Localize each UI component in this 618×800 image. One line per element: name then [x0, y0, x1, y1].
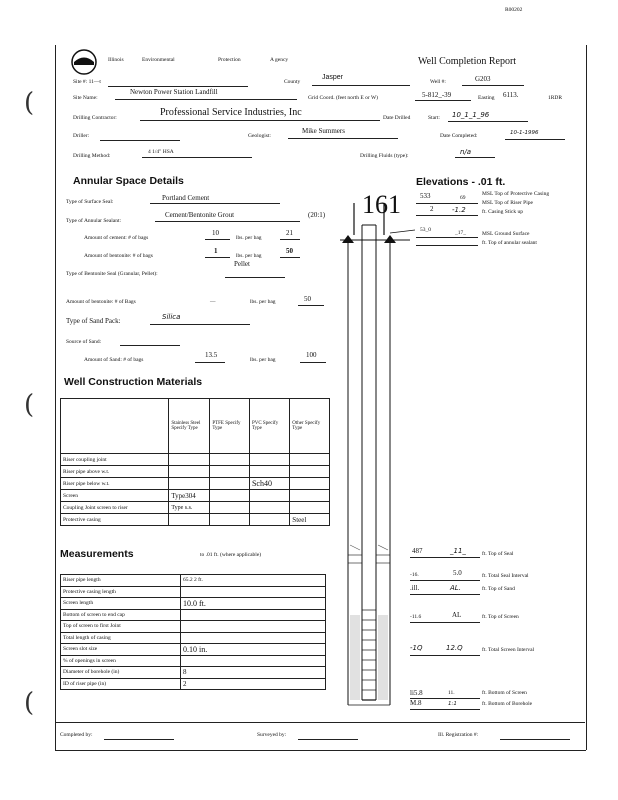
measurement-value: 10.0 ft.	[181, 598, 326, 610]
start-label: Start:	[428, 115, 440, 121]
materials-row	[61, 502, 330, 514]
depth-value: -1Q	[410, 644, 423, 652]
northing-label: 1RDR	[548, 95, 563, 101]
measurement-value: 65.2 2 ft.	[181, 575, 326, 587]
agency-logo	[70, 48, 98, 76]
annular-row-unit-value: 50	[286, 247, 293, 255]
annular-row-label: Type of Annular Sealant:	[66, 218, 122, 224]
well-label: Well #:	[430, 79, 446, 85]
agency-word-2: Environmental	[142, 57, 175, 63]
annular-row-value: 13.5	[205, 351, 218, 359]
method-value: 4 1/4" HSA	[148, 149, 174, 155]
measurement-label: Screen slot size	[61, 644, 181, 656]
annular-row-value: 1	[214, 247, 218, 255]
materials-cell	[290, 490, 330, 502]
annular-row-extra: (20:1)	[308, 211, 326, 219]
depth-label: ft. Total Screen Interval	[482, 647, 535, 653]
elevation-label: ft. Top of annular sealant	[482, 240, 537, 246]
annular-row-value: Silica	[162, 313, 181, 321]
measurement-label: Diameter of borehole (in)	[61, 667, 181, 679]
completed-by-label: Completed by:	[60, 732, 93, 738]
depth-value: .ill.	[410, 584, 420, 592]
elevation-sub: 69	[460, 195, 466, 201]
materials-cell	[249, 454, 289, 466]
materials-header: Stainless Steel Specify Type	[169, 399, 210, 454]
depth-label: ft. Top of Sand	[482, 586, 515, 592]
depth-value: -16.	[410, 572, 419, 578]
elevation-label: ft. Casing Stick up	[482, 209, 523, 215]
scan-mark: (	[24, 688, 35, 718]
measurements-title: Measurements	[60, 548, 134, 560]
materials-cell	[249, 490, 289, 502]
annular-row-unit: lbs. per bag	[236, 235, 262, 241]
measurement-row	[61, 609, 326, 621]
method-label: Drilling Method:	[73, 153, 111, 159]
agency-word-1: Illinois	[108, 57, 124, 63]
measurements-table	[60, 574, 326, 690]
measurement-label: Protective casing length	[61, 586, 181, 598]
site-number-label: Site #: 11—t	[73, 79, 101, 85]
measurement-row	[61, 644, 326, 656]
annular-row-label: Type of Surface Seal:	[66, 199, 114, 205]
surveyed-by-label: Surveyed by:	[257, 732, 287, 738]
annular-row-value: —	[210, 299, 216, 305]
site-name-value: Newton Power Station Landfill	[130, 88, 218, 96]
elevation-label: MSL Ground Surface	[482, 231, 530, 237]
materials-cell	[169, 454, 210, 466]
agency-word-3: Protection	[218, 57, 241, 63]
materials-cell	[290, 502, 330, 514]
measurement-value: 0.10 in.	[181, 644, 326, 656]
depth-value: -11.6	[410, 614, 422, 620]
measurement-row	[61, 575, 326, 587]
start-value: 10_1_1_96	[452, 111, 490, 119]
materials-row	[61, 454, 330, 466]
depth-sub: 5.0	[453, 569, 462, 577]
depth-label: ft. Total Seal Interval	[482, 573, 529, 579]
measurements-subtitle: to .01 ft. (where applicable)	[200, 552, 262, 558]
materials-cell	[169, 478, 210, 490]
measurement-value: 8	[181, 667, 326, 679]
elevation-label: MSL Top of Riser Pipe	[482, 200, 533, 206]
materials-cell	[249, 514, 289, 526]
depth-label: ft. Top of Screen	[482, 614, 519, 620]
depth-label: ft. Bottom of Borehole	[482, 701, 533, 707]
measurement-label: Screen length	[61, 598, 181, 610]
materials-cell	[210, 502, 250, 514]
elevation-value: 2	[430, 205, 434, 213]
materials-cell	[290, 478, 330, 490]
depth-sub: 1:1	[448, 701, 457, 707]
materials-row	[61, 514, 330, 526]
materials-cell: Sch40	[249, 478, 289, 490]
driller-label: Driller:	[73, 133, 90, 139]
annular-row-label: Source of Sand:	[66, 339, 102, 345]
materials-header: Other Specify Type	[290, 399, 330, 454]
site-name-label: Site Name:	[73, 95, 98, 101]
annular-row-value: Portland Cement	[162, 194, 210, 202]
materials-cell	[210, 454, 250, 466]
materials-header: PTFE Specify Type	[210, 399, 250, 454]
annular-row-label: Amount of bentonite: # of bags	[84, 253, 153, 259]
easting-value: 6113.	[503, 91, 519, 99]
materials-row-label: Riser coupling joint	[61, 454, 169, 466]
materials-row-label: Protective casing	[61, 514, 169, 526]
measurement-label: % of openings in screen	[61, 655, 181, 667]
measurement-label: Total length of casing	[61, 632, 181, 644]
annular-row-unit-value: 21	[286, 229, 293, 237]
materials-cell	[169, 514, 210, 526]
elevation-sub: -1.2	[452, 206, 466, 214]
annular-row-unit: lbs. per bag	[250, 357, 276, 363]
elevation-big-number: 161	[362, 190, 401, 219]
annular-row-unit: lbs. per bag	[236, 253, 262, 259]
materials-cell: Steel	[290, 514, 330, 526]
materials-cell	[249, 502, 289, 514]
materials-title: Well Construction Materials	[64, 376, 203, 388]
annular-row-value: 10	[212, 229, 219, 237]
measurement-row	[61, 632, 326, 644]
annular-row-label: Amount of Sand: # of bags	[84, 357, 144, 363]
annular-row-value: Cement/Bentonite Grout	[165, 211, 235, 219]
annular-row-unit-value: 50	[304, 295, 311, 303]
materials-header: PVC Specify Type	[249, 399, 289, 454]
depth-label: ft. Top of Seal	[482, 551, 514, 557]
depth-sub: 12.Q	[446, 644, 463, 652]
annular-row-label: Type of Sand Pack:	[66, 317, 121, 325]
county-label: County	[284, 79, 301, 85]
measurement-row	[61, 667, 326, 679]
agency-word-4: A gency	[270, 57, 289, 63]
elevation-sub: _17_	[455, 230, 466, 236]
measurement-label: Top of screen to first Joint	[61, 621, 181, 633]
elevation-value: 533	[420, 192, 431, 200]
fluids-value: n/a	[460, 148, 472, 156]
materials-row	[61, 466, 330, 478]
materials-cell	[290, 454, 330, 466]
annular-row-label: Type of Bentonite Seal (Granular, Pellet):	[66, 271, 158, 277]
annular-row-label: Amount of bentonite: # of Bags	[66, 299, 136, 305]
annular-title: Annular Space Details	[73, 175, 184, 187]
depth-sub: 11.	[448, 690, 455, 696]
measurement-value	[181, 609, 326, 621]
annular-row-label: Amount of cement: # of bags	[84, 235, 149, 241]
materials-table	[60, 398, 330, 526]
materials-row-label: Screen	[61, 490, 169, 502]
measurement-row	[61, 655, 326, 667]
well-diagram	[340, 195, 420, 715]
well-value: G203	[475, 75, 491, 83]
depth-value: 487	[412, 547, 423, 555]
measurement-value	[181, 586, 326, 598]
county-value: Jasper	[322, 74, 344, 81]
materials-cell	[290, 466, 330, 478]
contractor-label: Drilling Contractor:	[73, 115, 117, 121]
contractor-value: Professional Service Industries, Inc	[160, 107, 302, 118]
measurement-label: ID of riser pipe (in)	[61, 678, 181, 690]
depth-sub: _11_	[450, 547, 466, 555]
materials-cell	[210, 466, 250, 478]
elevations-title: Elevations - .01 ft.	[416, 176, 506, 188]
date-completed-label: Date Completed:	[440, 133, 478, 139]
annular-row-unit: lbs. per bag	[250, 299, 276, 305]
date-drilled-label: Date Drilled	[383, 115, 411, 121]
measurement-value	[181, 632, 326, 644]
depth-sub: AL.	[450, 584, 461, 592]
scan-mark: (	[24, 88, 35, 118]
depth-value: M.8	[410, 699, 422, 707]
materials-row-label: Riser pipe below w.t.	[61, 478, 169, 490]
form-title: Well Completion Report	[418, 56, 517, 67]
materials-cell	[169, 466, 210, 478]
annular-row-unit-value: 100	[306, 351, 317, 359]
elevation-label: MSL Top of Protective Casing	[482, 191, 550, 197]
grid-label: Grid Coord. (feet north E or W)	[308, 95, 379, 101]
form-id: R00202	[505, 7, 523, 13]
measurement-row	[61, 598, 326, 610]
materials-row-label: Coupling Joint screen to riser	[61, 502, 169, 514]
measurement-label: Riser pipe length	[61, 575, 181, 587]
materials-cell	[249, 466, 289, 478]
materials-row	[61, 478, 330, 490]
measurement-row	[61, 621, 326, 633]
materials-row-label: Riser pipe above w.t.	[61, 466, 169, 478]
materials-row	[61, 490, 330, 502]
measurement-value	[181, 655, 326, 667]
date-completed-value: 10-1-1996	[510, 130, 539, 136]
registration-label: Ill. Registration #:	[438, 732, 479, 738]
grid-value: 5-812_-39	[422, 91, 452, 99]
measurement-value: 2	[181, 678, 326, 690]
scan-mark: (	[24, 390, 35, 420]
fluids-label: Drilling Fluids (type):	[360, 153, 409, 159]
measurement-row	[61, 586, 326, 598]
geologist-label: Geologist:	[248, 133, 271, 139]
measurement-label: Bottom of screen to end cap	[61, 609, 181, 621]
depth-value: li5.8	[410, 689, 423, 697]
geologist-value: Mike Summers	[302, 127, 345, 135]
measurement-row	[61, 678, 326, 690]
measurement-value	[181, 621, 326, 633]
elevation-value: 53_0	[420, 227, 431, 233]
easting-label: Easting	[478, 95, 495, 101]
materials-cell: Type s.s.	[169, 502, 210, 514]
materials-cell	[210, 514, 250, 526]
depth-label: ft. Bottom of Screen	[482, 690, 527, 696]
annular-row-value: Pellet	[234, 260, 250, 268]
materials-cell	[210, 478, 250, 490]
materials-cell	[210, 490, 250, 502]
depth-sub: AL	[452, 611, 462, 619]
materials-cell: Type304	[169, 490, 210, 502]
